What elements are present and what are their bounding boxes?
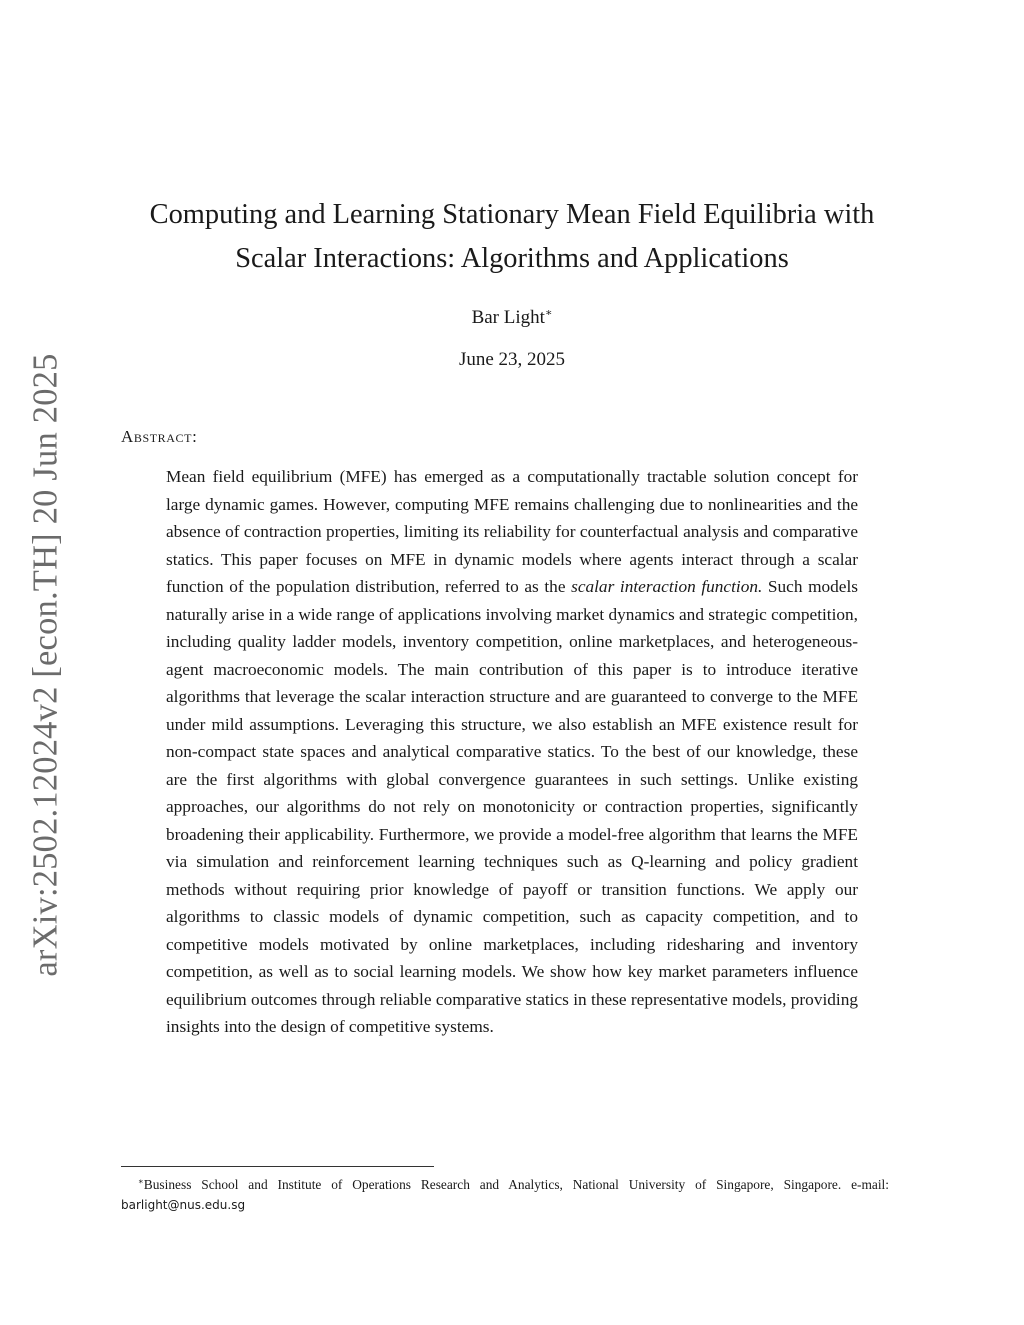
arxiv-identifier: arXiv:2502.12024v2 [econ.TH] 20 Jun 2025: [26, 353, 65, 977]
author-email-link[interactable]: barlight@nus.edu.sg: [121, 1198, 246, 1212]
paper-title: [0, 193, 1024, 281]
author: [0, 300, 1024, 331]
author-name: Bar Light: [471, 307, 545, 328]
publication-date: June 23, 2025: [458, 349, 566, 370]
footnote-mark: ∗: [138, 1176, 144, 1186]
abstract-text-part-1: Mean field equilibrium (MFE) has emerged as a computationally tractable solution concept for large dynamic games. However, computing MFE remains challenging due to nonlinearities and the absence of contraction properties, limiting its reliability for counterfactual analysis and comparative statics. This paper focuses on MFE in dynamic models where agents interact through a scalar function of the population distribution, referred to as the: [166, 467, 858, 596]
paper-title-line-1: Computing and Learning Stationary Mean Field Equilibria with: [149, 199, 875, 230]
footnote-affiliation: Business School and Institute of Operations Research and Analytics, National University of Singapore, Singapore. e-mail:: [143, 1177, 889, 1192]
author-footnote-mark: ∗: [544, 307, 553, 319]
abstract-body: [166, 463, 858, 1041]
footnote-divider: [121, 1166, 434, 1167]
abstract-heading: Abstract:: [121, 427, 198, 446]
paper-title-line-2: Scalar Interactions: Algorithms and Applications: [235, 243, 789, 274]
abstract-text-part-2: Such models naturally arise in a wide range of applications involving market dynamics and strategic competition, including quality ladder models, inventory competition, online marketplaces, and heterogeneous-agent macroeconomic models. The main contribution of this paper is to introduce iterative algorithms that leverage the scalar interaction structure and are guaranteed to converge to the MFE under mild assumptions. Leveraging this structure, we also establish an MFE existence result for non-compact state spaces and analytical comparative statics. To the best of our knowledge, these are the first algorithms with global convergence guarantees in such settings. Unlike existing approaches, our algorithms do not rely on monotonicity or contraction properties, significantly broadening their applicability. Furthermore, we provide a model-free algorithm that learns the MFE via simulation and reinforcement learning techniques such as Q-learning and policy gradient methods without requiring prior knowledge of payoff or transition functions. We apply our algorithms to classic models of dynamic competition, such as capacity competition, and to competitive models motivated by online marketplaces, including ridesharing and inventory competition, as well as to social learning models. We show how key market parameters influence equilibrium outcomes through reliable comparative statics in these representative models, providing insights into the design of competitive systems.: [166, 577, 859, 1036]
footnote: [121, 1171, 889, 1215]
abstract-emphasis: scalar interaction function.: [571, 577, 763, 596]
